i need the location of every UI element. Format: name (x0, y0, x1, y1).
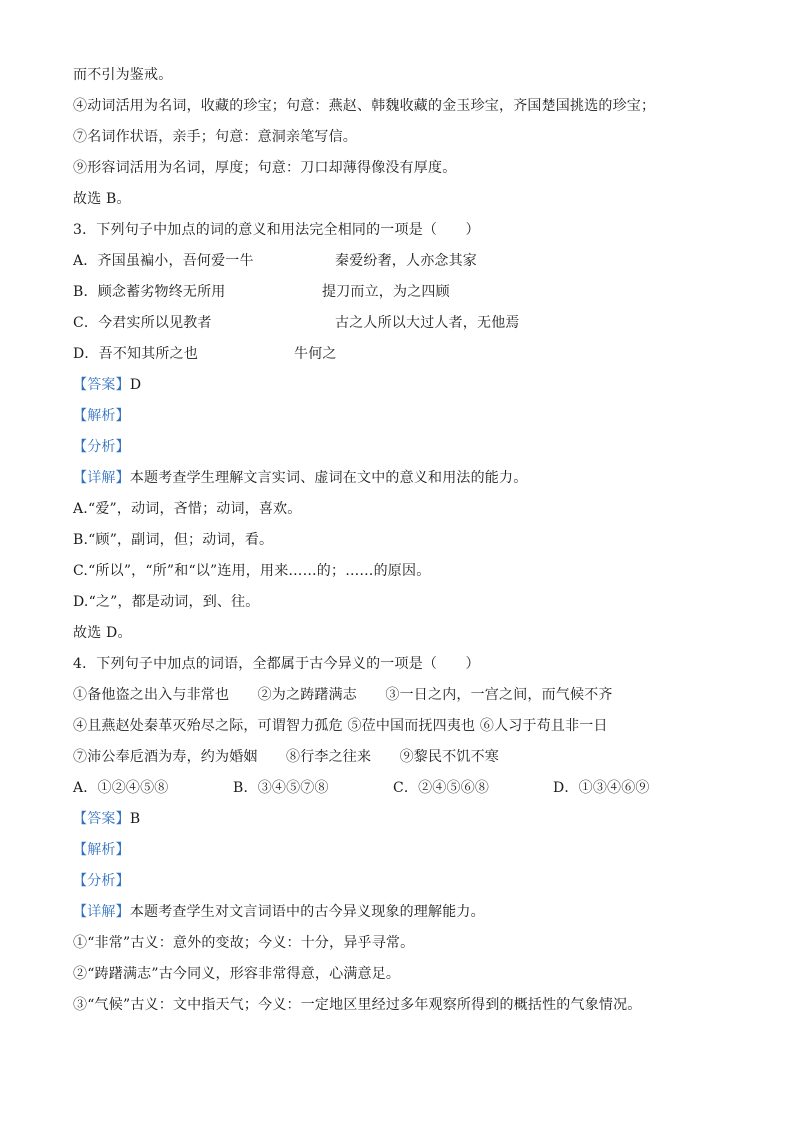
explanation-line: D.“之”，都是动词，到、往。 (73, 594, 260, 610)
detail-text: 本题考查学生理解文言实词、虚词在文中的意义和用法的能力。 (129, 470, 528, 486)
text-line: 故选 B。 (73, 191, 131, 207)
choice-b: B．③④⑤⑦⑧ (233, 780, 329, 796)
question-4-choices (73, 777, 753, 808)
jiexi-tag: 【解析】 (73, 408, 130, 424)
explanation-line: C.“所以”，“所”和“以”连用，用来……的；……的原因。 (73, 563, 431, 579)
text-line: ⑦名词作状语，亲手；句意：意洞亲笔写信。 (73, 129, 357, 145)
conclusion-line: 故选 D。 (73, 625, 132, 641)
choice-d: D．①③④⑥⑨ (553, 780, 650, 796)
option-left: B．顾念蓄劣物终无所用 (73, 284, 226, 300)
fenxi-tag: 【分析】 (73, 873, 130, 889)
fenxi-tag: 【分析】 (73, 439, 130, 455)
question-3-option-a (73, 250, 753, 281)
jiexi-tag: 【解析】 (73, 842, 130, 858)
explanation-line: A.“爱”，动词，吝惜；动词，喜欢。 (73, 501, 302, 517)
detail-tag: 【详解】 (73, 904, 130, 920)
choice-c: C．②④⑤⑥⑧ (393, 780, 490, 796)
question-4-detail (73, 901, 753, 932)
explanation-line: ③“气候”古义：文中指天气；今义：一定地区里经过多年观察所得到的概括性的气象情况。 (73, 997, 642, 1013)
question-4-item-line: ⑦沛公奉卮酒为寿，约为婚姻 ⑧行李之往来 ⑨黎民不饥不寒 (73, 749, 499, 765)
question-4-answer (73, 808, 753, 839)
question-3-stem: 3．下列句子中加点的词的意义和用法完全相同的一项是（ ） (73, 222, 480, 238)
question-3-option-c (73, 312, 753, 343)
question-4-stem: 4．下列句子中加点的词语，全都属于古今异义的一项是（ ） (73, 656, 480, 672)
option-right: 古之人所以大过人者，无他焉 (335, 315, 520, 331)
answer-tag: 【答案】 (73, 811, 130, 827)
detail-tag: 【详解】 (73, 470, 130, 486)
document-page (73, 64, 753, 1025)
option-left: A．齐国虽褊小，吾何爱一牛 (73, 253, 254, 269)
option-right: 秦爱纷奢，人亦念其家 (335, 253, 477, 269)
question-3-detail (73, 467, 753, 498)
explanation-line: B.“顾”，副词，但；动词，看。 (73, 532, 274, 548)
choice-a: A．①②④⑤⑧ (73, 780, 169, 796)
text-line: 而不引为鉴戒。 (73, 67, 173, 83)
text-line: ④动词活用为名词，收藏的珍宝；句意：燕赵、韩魏收藏的金玉珍宝，齐国楚国挑选的珍宝； (73, 98, 656, 114)
question-4-item-line: ①备他盗之出入与非常也 ②为之踌躇满志 ③一日之内，一宫之间，而气候不齐 (73, 687, 613, 703)
question-3-option-d (73, 343, 753, 374)
option-right: 提刀而立，为之四顾 (322, 284, 450, 300)
answer-value: B (129, 811, 141, 827)
explanation-line: ①“非常”古义：意外的变故；今义：十分，异乎寻常。 (73, 935, 415, 951)
option-left: C．今君实所以见教者 (73, 315, 212, 331)
answer-tag: 【答案】 (73, 377, 130, 393)
answer-value: D (129, 377, 142, 393)
option-right: 牛何之 (294, 346, 337, 362)
text-line: ⑨形容词活用为名词，厚度；句意：刀口却薄得像没有厚度。 (73, 160, 457, 176)
question-3-option-b (73, 281, 753, 312)
explanation-line: ②“踌躇满志”古今同义，形容非常得意，心满意足。 (73, 966, 401, 982)
question-3-answer (73, 374, 753, 405)
option-left: D．吾不知其所之也 (73, 346, 199, 362)
question-4-item-line: ④且燕赵处秦革灭殆尽之际，可谓智力孤危 ⑤莅中国而抚四夷也 ⑥人习于苟且非一日 (73, 718, 608, 734)
detail-text: 本题考查学生对文言词语中的古今异义现象的理解能力。 (129, 904, 485, 920)
